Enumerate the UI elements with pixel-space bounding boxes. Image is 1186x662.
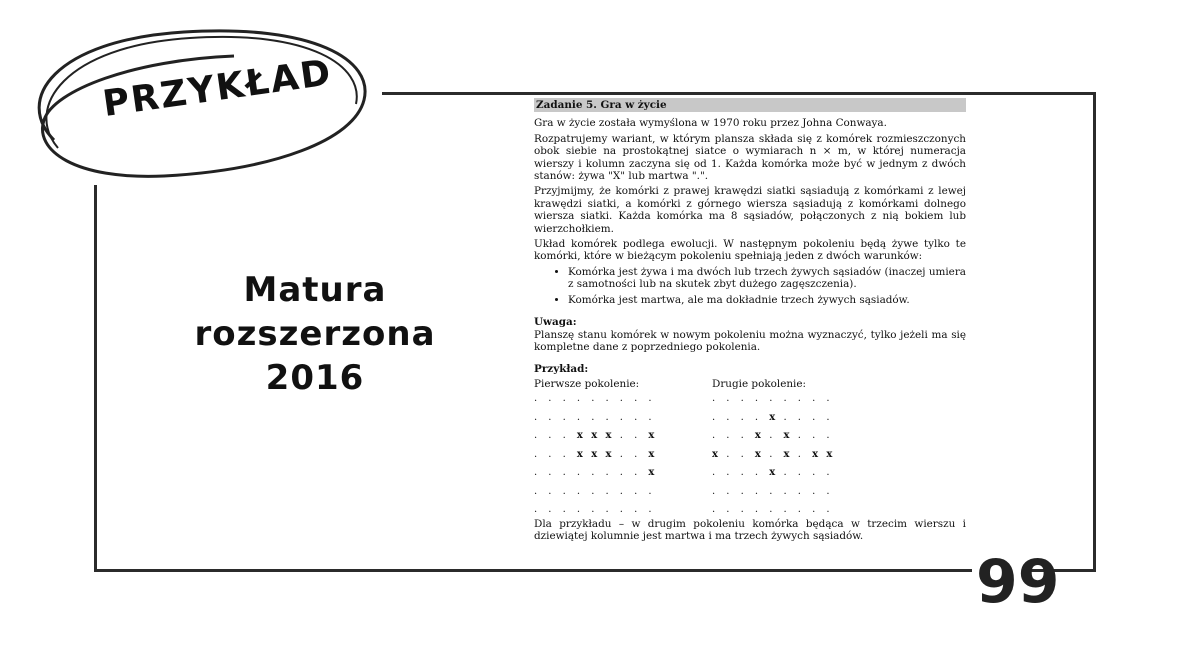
rules-list	[534, 266, 966, 306]
cell-dead: .	[548, 430, 552, 442]
cell-dead: .	[740, 504, 744, 516]
cell-dead: .	[576, 467, 581, 479]
gen2-grid	[712, 390, 841, 520]
cell-dead: .	[576, 411, 581, 423]
cell-dead: .	[712, 467, 716, 479]
cell-dead: .	[534, 393, 538, 405]
cell-dead: .	[634, 393, 638, 405]
cell-dead: .	[562, 430, 566, 442]
gen1-label: Pierwsze pokolenie:	[534, 377, 640, 390]
gen2-row	[712, 501, 841, 520]
note-text: Planszę stanu komórek w nowym pokoleniu można wyznaczyć, tylko jeżeli ma się kompletne dane z poprzedniego pokolenia.	[534, 328, 966, 353]
cell-dead: .	[634, 485, 638, 497]
note-heading: Uwaga:	[534, 316, 577, 329]
cell-dead: .	[619, 393, 623, 405]
cell-dead: .	[726, 430, 730, 442]
cell-dead: .	[826, 504, 830, 516]
cell-dead: .	[826, 467, 830, 479]
cell-dead: .	[619, 448, 623, 460]
cell-dead: .	[605, 393, 609, 405]
paragraph-edges: Przyjmijmy, że komórki z prawej krawędzi siatki sąsiadują z komórkami z lewej krawędzi siatki, a komórki z górnego wiersza sąsiadują z komórkami dolnego wiersza siatki. Każda komórka ma 8 sąsiadów, połączonych z nią bokiem lub wierzchołkiem.	[534, 185, 966, 235]
cell-dead: .	[534, 485, 538, 497]
cell-dead: .	[740, 393, 744, 405]
cell-dead: .	[726, 467, 730, 479]
grid-gen2	[712, 378, 841, 520]
gen1-row	[534, 501, 663, 520]
exam-title	[170, 268, 460, 400]
cell-dead: .	[548, 485, 552, 497]
cell-dead: .	[783, 467, 787, 479]
example-grids	[534, 378, 966, 518]
cell-dead: .	[548, 393, 552, 405]
cell-alive: x	[576, 430, 583, 442]
cell-dead: .	[534, 448, 538, 460]
cell-alive: x	[826, 448, 833, 460]
cell-dead: .	[754, 411, 759, 423]
cell-dead: .	[797, 430, 801, 442]
cell-dead: .	[797, 411, 801, 423]
paragraph-grid: Rozpatrujemy wariant, w którym plansza składa się z komórek rozmieszczonych obok siebie na prostokątnej siatce o wymiarach n × m, w której numeracja wierszy i kolumn zaczyna się od 1. Każda komórka może być w jednym z dwóch stanów: żywa "X" lub martwa ".".	[534, 132, 966, 183]
cell-dead: .	[812, 411, 816, 423]
cell-dead: .	[826, 430, 830, 442]
rule-dead: • Komórka jest martwa, ale ma dokładnie trzech żywych sąsiadów.	[568, 294, 966, 306]
cell-dead: .	[712, 393, 716, 405]
cell-dead: .	[754, 393, 759, 405]
cell-alive: x	[591, 448, 598, 460]
cell-dead: .	[634, 448, 638, 460]
exam-title-line2: rozszerzona	[194, 314, 436, 354]
cell-alive: x	[605, 430, 612, 442]
cell-alive: x	[605, 448, 612, 460]
badge-label: PRZYKŁAD	[100, 52, 335, 125]
cell-dead: .	[591, 504, 595, 516]
cell-dead: .	[648, 393, 652, 405]
gen1-row	[534, 483, 663, 502]
cell-dead: .	[619, 504, 623, 516]
cell-dead: .	[548, 411, 552, 423]
task-document	[534, 98, 966, 546]
cell-dead: .	[826, 411, 830, 423]
cell-alive: x	[648, 448, 655, 460]
cell-dead: .	[826, 393, 830, 405]
cell-dead: .	[783, 504, 787, 516]
cell-dead: .	[797, 467, 801, 479]
closing-paragraph: Dla przykładu – w drugim pokoleniu komórka będąca w trzecim wierszu i dziewiątej kolumnie jest martwa i ma trzech żywych sąsiadów.	[534, 517, 966, 543]
cell-dead: .	[591, 393, 595, 405]
cell-dead: .	[769, 485, 773, 497]
cell-dead: .	[562, 485, 566, 497]
cell-dead: .	[754, 467, 759, 479]
cell-dead: .	[619, 411, 623, 423]
cell-dead: .	[740, 430, 744, 442]
cell-dead: .	[576, 485, 581, 497]
cell-dead: .	[797, 448, 801, 460]
cell-dead: .	[534, 467, 538, 479]
gen2-row	[712, 409, 841, 428]
cell-dead: .	[576, 393, 581, 405]
cell-dead: .	[712, 430, 716, 442]
cell-dead: .	[812, 467, 816, 479]
cell-dead: .	[783, 485, 787, 497]
exam-title-line1: Matura	[243, 270, 387, 310]
cell-dead: .	[648, 485, 652, 497]
cell-alive: x	[769, 467, 776, 479]
cell-dead: .	[591, 485, 595, 497]
gen1-row	[534, 464, 663, 483]
cell-dead: .	[591, 467, 595, 479]
quote-icon: 99	[976, 547, 1060, 617]
cell-dead: .	[619, 485, 623, 497]
cell-dead: .	[619, 430, 623, 442]
grid-gen1	[534, 378, 663, 520]
cell-dead: .	[769, 430, 773, 442]
gen2-label: Drugie pokolenie:	[712, 377, 807, 390]
gen2-row	[712, 446, 841, 465]
gen2-row	[712, 464, 841, 483]
cell-dead: .	[576, 504, 581, 516]
cell-dead: .	[548, 467, 552, 479]
cell-alive: x	[754, 430, 761, 442]
cell-dead: .	[726, 411, 730, 423]
cell-dead: .	[769, 448, 773, 460]
cell-dead: .	[726, 393, 730, 405]
cell-dead: .	[562, 504, 566, 516]
cell-dead: .	[605, 467, 609, 479]
gen1-grid	[534, 390, 663, 520]
gen2-row	[712, 483, 841, 502]
cell-dead: .	[754, 485, 759, 497]
cell-dead: .	[605, 485, 609, 497]
cell-dead: .	[562, 393, 566, 405]
cell-dead: .	[634, 504, 638, 516]
cell-dead: .	[619, 467, 623, 479]
gen1-row	[534, 446, 663, 465]
cell-alive: x	[754, 448, 761, 460]
cell-dead: .	[826, 485, 830, 497]
cell-dead: .	[740, 467, 744, 479]
paragraph-intro: Gra w życie została wymyślona w 1970 roku przez Johna Conwaya.	[534, 117, 887, 130]
cell-dead: .	[726, 504, 730, 516]
gen2-row	[712, 427, 841, 446]
cell-dead: .	[797, 485, 801, 497]
cell-dead: .	[740, 411, 744, 423]
cell-dead: .	[634, 467, 638, 479]
cell-dead: .	[783, 411, 787, 423]
gen1-row	[534, 390, 663, 409]
cell-dead: .	[812, 504, 816, 516]
rule-alive: • Komórka jest żywa i ma dwóch lub trzech żywych sąsiadów (inaczej umiera z samotności lub na skutek zbyt dużego zagęszczenia).	[568, 266, 966, 291]
cell-alive: x	[812, 448, 819, 460]
cell-dead: .	[740, 485, 744, 497]
gen1-row	[534, 409, 663, 428]
cell-dead: .	[562, 448, 566, 460]
cell-dead: .	[712, 504, 716, 516]
cell-dead: .	[634, 430, 638, 442]
cell-dead: .	[634, 411, 638, 423]
exam-title-line3: 2016	[265, 358, 365, 398]
cell-dead: .	[712, 411, 716, 423]
cell-dead: .	[740, 448, 744, 460]
cell-dead: .	[605, 411, 609, 423]
cell-alive: x	[591, 430, 598, 442]
cell-dead: .	[812, 393, 816, 405]
cell-dead: .	[812, 430, 816, 442]
cell-alive: x	[769, 411, 776, 423]
cell-dead: .	[797, 393, 801, 405]
cell-alive: x	[783, 448, 790, 460]
cell-dead: .	[562, 467, 566, 479]
gen1-row	[534, 427, 663, 446]
cell-dead: .	[534, 411, 538, 423]
cell-dead: .	[712, 485, 716, 497]
cell-dead: .	[769, 393, 773, 405]
cell-dead: .	[562, 411, 566, 423]
cell-alive: x	[712, 448, 718, 460]
cell-dead: .	[726, 448, 730, 460]
cell-alive: x	[648, 467, 655, 479]
badge	[14, 20, 374, 190]
cell-dead: .	[769, 504, 773, 516]
gen2-row	[712, 390, 841, 409]
cell-dead: .	[726, 485, 730, 497]
cell-dead: .	[648, 504, 652, 516]
cell-dead: .	[534, 504, 538, 516]
cell-dead: .	[812, 485, 816, 497]
paragraph-evolution: Układ komórek podlega ewolucji. W następnym pokoleniu będą żywe tylko te komórki, które w bieżącym pokoleniu spełniają jeden z dwóch warunków:	[534, 238, 966, 263]
cell-dead: .	[783, 393, 787, 405]
example-heading: Przykład:	[534, 363, 589, 376]
cell-alive: x	[783, 430, 790, 442]
cell-dead: .	[648, 411, 652, 423]
cell-dead: .	[605, 504, 609, 516]
cell-alive: x	[576, 448, 583, 460]
cell-alive: x	[648, 430, 655, 442]
cell-dead: .	[591, 411, 595, 423]
cell-dead: .	[548, 504, 552, 516]
cell-dead: .	[534, 430, 538, 442]
cell-dead: .	[797, 504, 801, 516]
cell-dead: .	[754, 504, 759, 516]
cell-dead: .	[548, 448, 552, 460]
task-heading: Zadanie 5. Gra w życie	[534, 98, 966, 112]
